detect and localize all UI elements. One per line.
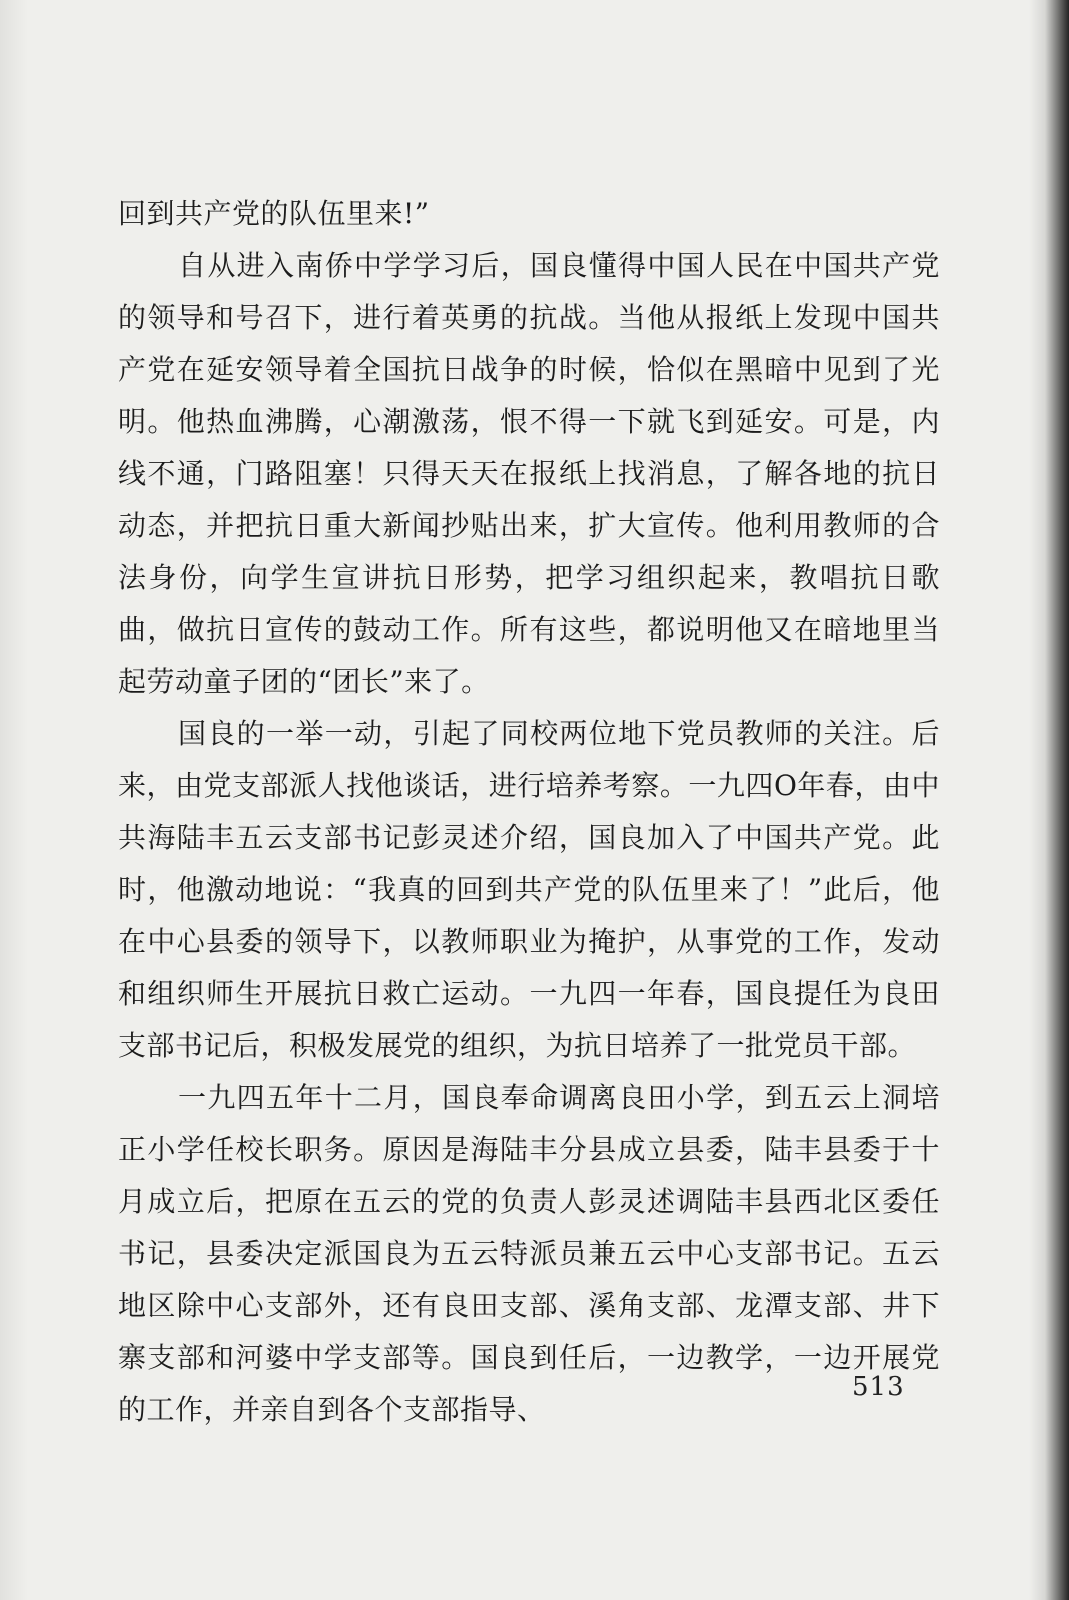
page-right-edge-shadow [1029,0,1069,1600]
page-number: 513 [852,1372,905,1402]
paragraph-continuation: 回到共产党的队伍里来!” [118,197,430,230]
paragraph-joining-party: 国良的一举一动，引起了同校两位地下党员教师的关注。后来，由党支部派人找他谈话，进行培养考察。一九四O年春，由中共海陆丰五云支部书记彭灵述介绍，国良加入了中国共产党。此时，他激动地说：“我真的回到共产党的队伍里来了！”此后，他在中心县委的领导下，以教师职业为掩护，从事党的工作，发动和组织师生开展抗日救亡运动。一九四一年春，国良提任为良田支部书记后，积极发展党的组织，为抗日培养了一批党员干部。 [118,717,940,1062]
page-left-edge-shadow [0,0,28,1600]
paragraph-nanqiao-school: 自从进入南侨中学学习后，国良懂得中国人民在中国共产党的领导和号召下，进行着英勇的抗战。当他从报纸上发现中国共产党在延安领导着全国抗日战争的时候，恰似在黑暗中见到了光明。他热血沸腾，心潮激荡，恨不得一下就飞到延安。可是，内线不通，门路阻塞！只得天天在报纸上找消息，了解各地的抗日动态，并把抗日重大新闻抄贴出来，扩大宣传。他利用教师的合法身份，向学生宣讲抗日形势，把学习组织起来，教唱抗日歌曲，做抗日宣传的鼓动工作。所有这些，都说明他又在暗地里当起劳动童子团的“团长”来了。 [118,249,940,698]
paragraph-wuyun-assignment: 一九四五年十二月，国良奉命调离良田小学，到五云上洞培正小学任校长职务。原因是海陆丰分县成立县委，陆丰县委于十月成立后，把原在五云的党的负责人彭灵述调陆丰县西北区委任书记，县委决定派国良为五云特派员兼五云中心支部书记。五云地区除中心支部外，还有良田支部、溪角支部、龙潭支部、井下寨支部和河婆中学支部等。国良到任后，一边教学，一边开展党的工作，并亲自到各个支部指导、 [118,1081,940,1426]
body-text [118,188,940,1436]
